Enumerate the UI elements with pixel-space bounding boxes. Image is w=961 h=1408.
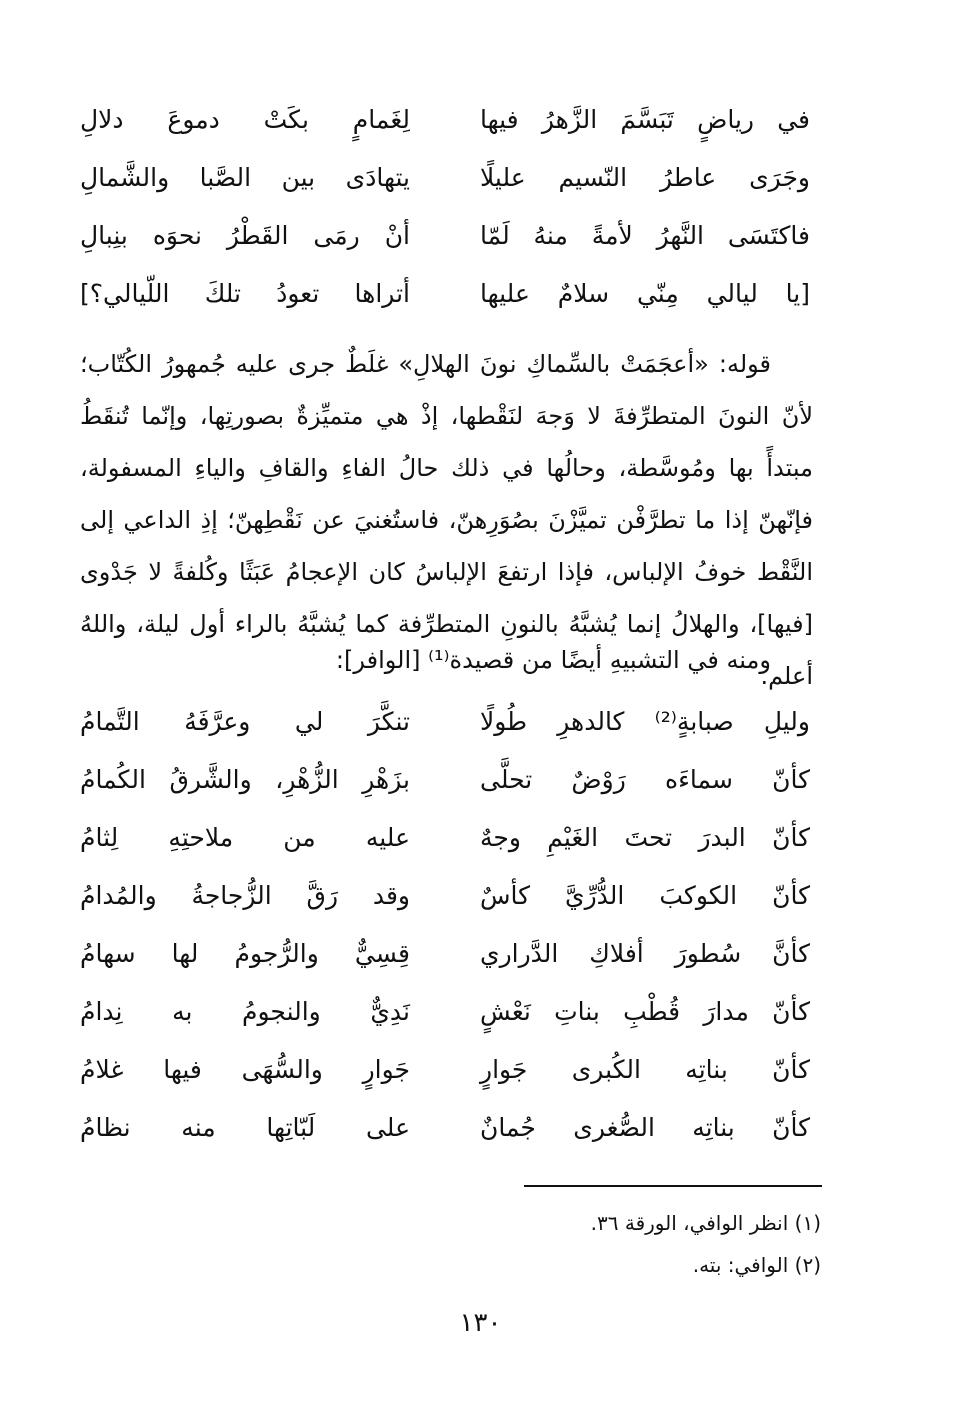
verse-first-hemistich: كأنّ بناتِه الكُبرى جَوارٍ xyxy=(480,1055,810,1084)
verse-second-hemistich: بزَهْرِ الزُّهْرِ، والشَّرقُ الكُمامُ xyxy=(80,765,410,794)
verse-first-hemistich: كأنّ مدارَ قُطْبِ بناتِ نَعْشٍ xyxy=(480,997,810,1026)
verse-line xyxy=(70,100,810,158)
poem-bottom xyxy=(70,702,810,1166)
verse-second-hemistich: أنْ رمَى القَطْرُ نحوَه بنِبالِ xyxy=(80,221,410,250)
footnote: (٢) الوافي: بته. xyxy=(692,1253,821,1277)
verse-first-hemistich: في رياضٍ تَبَسَّمَ الزَّهرُ فيها xyxy=(480,105,810,134)
verse-second-hemistich: جَوارٍ والسُّهَى فيها غلامُ xyxy=(80,1055,410,1084)
footnote: (١) انظر الوافي، الورقة ٣٦. xyxy=(590,1211,821,1235)
verse-second-hemistich: عليه من ملاحتِهِ لِثامُ xyxy=(80,823,410,852)
verse-second-hemistich: نَدِيٌّ والنجومُ به نِدامُ xyxy=(80,997,410,1026)
verse-first-hemistich: كأنَّ سُطورَ أفلاكِ الدَّراري xyxy=(480,939,810,968)
verse-line xyxy=(70,1108,810,1166)
commentary-text: قوله: «أعجَمَتْ بالسِّماكِ نونَ الهلالِ» غلَطٌ جرى عليه جُمهورُ الكُتّاب؛ لأنّ النونَ المتطرِّفةَ لا وَجهَ لنَقْطها، إذْ هي متميِّزةٌ بصورتِها، وإنّما تُنقَطُ مبتدأً بها ومُوسَّطة، وحالُها في ذلك حالُ الفاءِ والقافِ والياءِ المسفولة، فإنّهنّ إذا ما تطرَّفْن تميَّزْنَ بصُوَرِهنّ، فاستُغنيَ عن نَقْطِهنّ؛ إذِ الداعي إلى النَّقْط خوفُ الإلباس، فإذا ارتفعَ الإلباسُ كان الإعجامُ عَبَثًا وكُلفةً لا جَدْوى [فيها]، والهلالُ إنما يُشبَّهُ بالنونِ المتطرِّفة كما يُشبَّهُ بالراء أول ليلة، واللهُ أعلم. xyxy=(80,350,813,690)
poem-top xyxy=(70,100,810,332)
verse-second-hemistich: على لَبّاتِها منه نظامُ xyxy=(80,1113,410,1142)
verse-first-hemistich: كأنّ بناتِه الصُّغرى جُمانٌ xyxy=(480,1113,810,1142)
verse-first-hemistich: وليلِ صبابةٍ⁽²⁾ كالدهرِ طُولًا xyxy=(480,707,810,736)
verse-line xyxy=(70,876,810,934)
verse-line xyxy=(70,1050,810,1108)
poem-intro: ومنه في التشبيهِ أيضًا من قصيدة⁽¹⁾ [الوافر]: xyxy=(335,646,771,674)
verse-line xyxy=(70,818,810,876)
verse-second-hemistich: تنكَّرَ لي وعرَّفَهُ التَّمامُ xyxy=(80,707,410,736)
footnote-separator xyxy=(524,1185,822,1187)
verse-line xyxy=(70,992,810,1050)
verse-second-hemistich: أتراها تعودُ تلكَ اللّيالي؟] xyxy=(80,279,410,308)
verse-first-hemistich: وجَرَى عاطرُ النّسيم عليلًا xyxy=(480,163,810,192)
verse-first-hemistich: فاكتَسَى النَّهرُ لأمةً منهُ لَمّا xyxy=(480,221,810,250)
verse-first-hemistich: كأنّ البدرَ تحتَ الغَيْمِ وجهٌ xyxy=(480,823,810,852)
verse-second-hemistich: يتهادَى بين الصَّبا والشَّمالِ xyxy=(80,163,410,192)
page-number: ١٣٠ xyxy=(459,1308,502,1338)
verse-line xyxy=(70,274,810,332)
verse-second-hemistich: قِسِيٌّ والرُّجومُ لها سهامُ xyxy=(80,939,410,968)
verse-line xyxy=(70,216,810,274)
verse-second-hemistich: لِغَمامٍ بكَتْ دموعَ دلالِ xyxy=(80,105,410,134)
verse-line xyxy=(70,760,810,818)
verse-first-hemistich: [يا ليالي مِنّي سلامٌ عليها xyxy=(480,279,810,308)
verse-line xyxy=(70,934,810,992)
verse-first-hemistich: كأنّ الكوكبَ الدُّرِّيَّ كأسٌ xyxy=(480,881,810,910)
verse-first-hemistich: كأنّ سماءَه رَوْضٌ تحلَّى xyxy=(480,765,810,794)
verse-line xyxy=(70,702,810,760)
verse-line xyxy=(70,158,810,216)
verse-second-hemistich: وقد رَقَّ الزُّجاجةُ والمُدامُ xyxy=(80,881,410,910)
